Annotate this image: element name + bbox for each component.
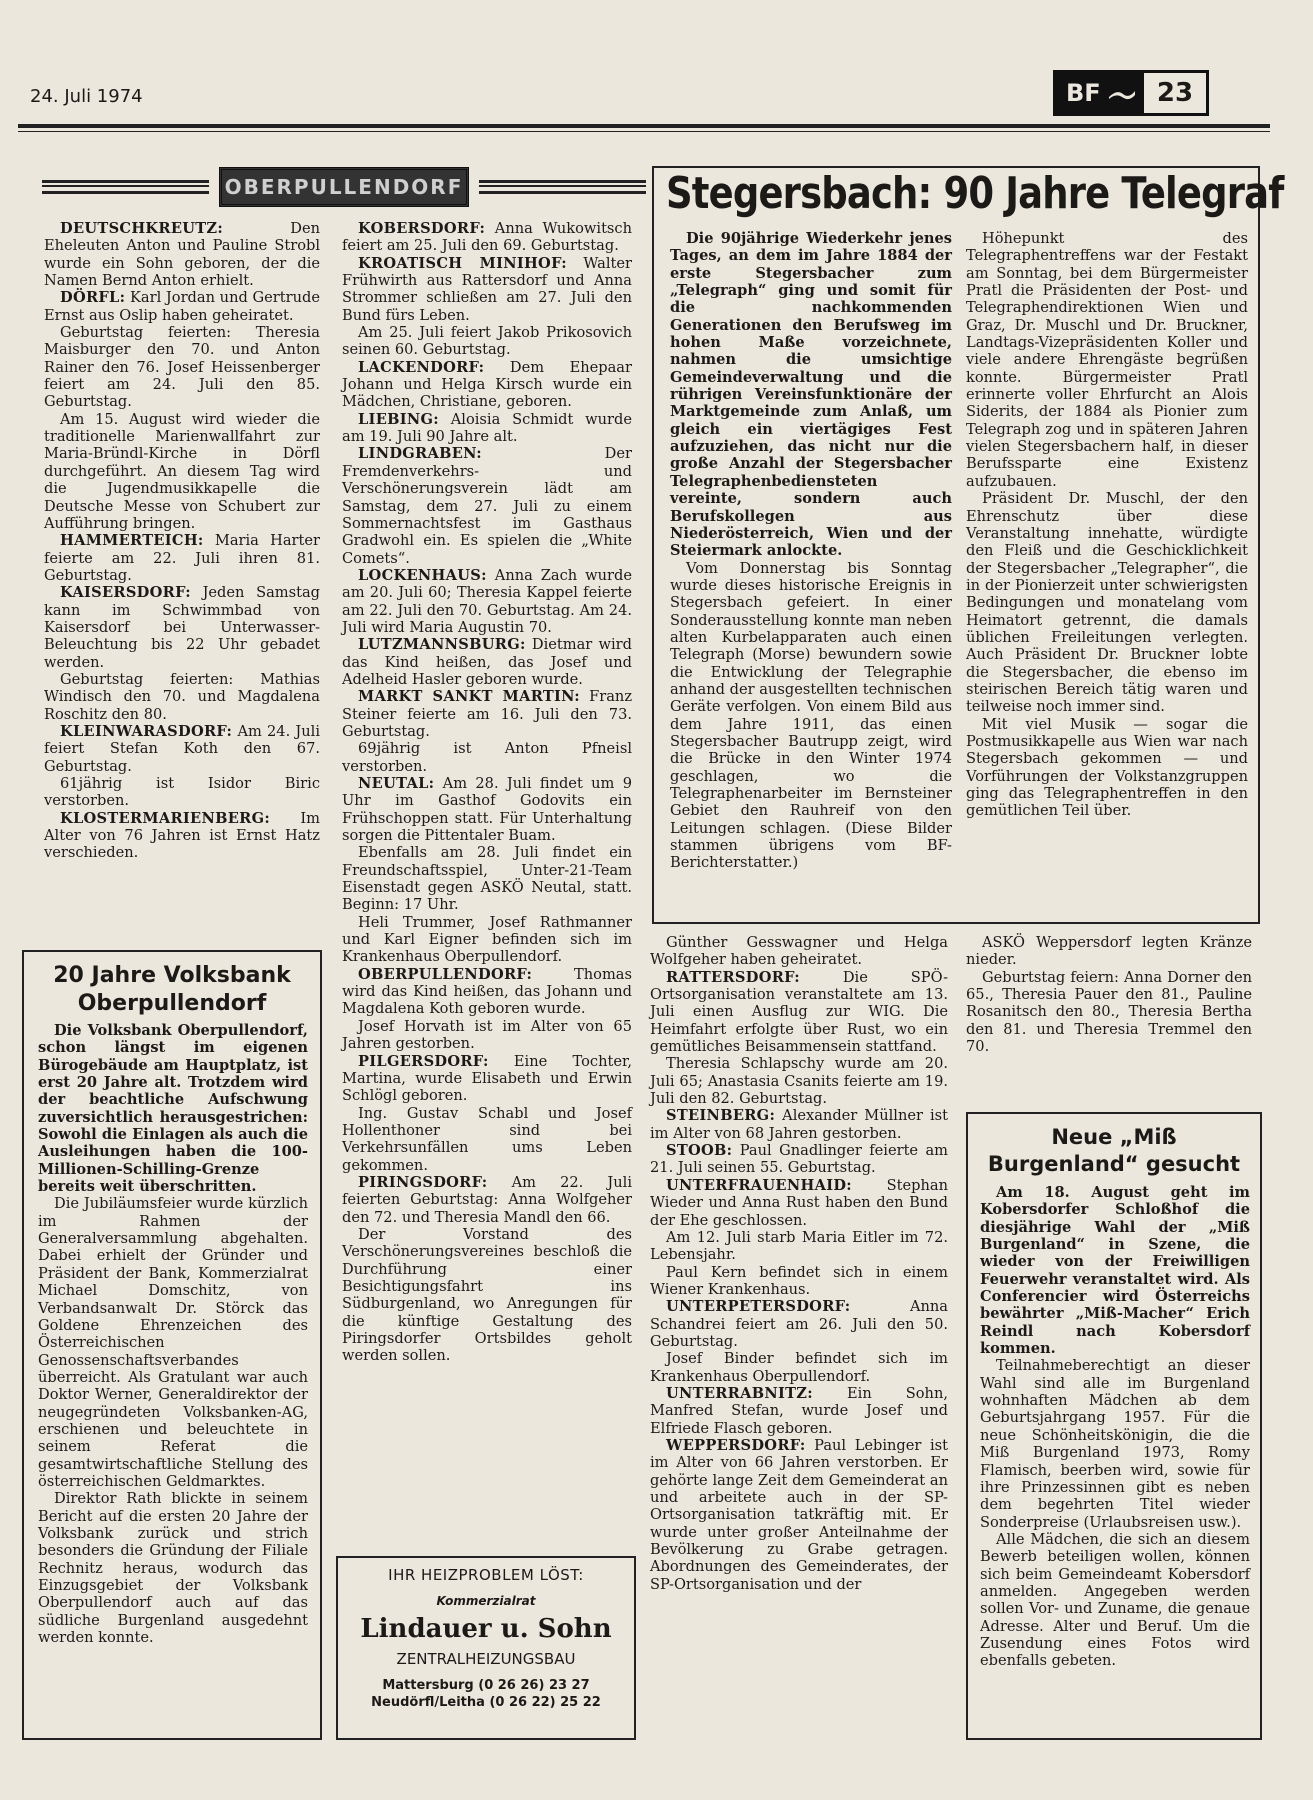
news-item	[650, 1177, 948, 1229]
news-item	[44, 532, 320, 584]
news-item-text: Anna Wukowitsch feiert am 25. Juli den 69. Geburtstag.	[342, 220, 632, 255]
news-item	[342, 775, 632, 844]
news-item-text: Ein Sohn, Manfred Stefan, wurde Josef und Elfriede Flasch geboren.	[650, 1384, 948, 1437]
news-item-place: KROATISCH MINIHOF:	[358, 254, 567, 272]
news-item-text: Paul Gnadlinger feierte am 21. Juli seinen 55. Geburtstag.	[650, 1142, 948, 1177]
news-item	[650, 1264, 948, 1299]
volksbank-paragraph-2: Die Jubiläumsfeier wurde kürzlich im Rahmen der Generalversammlung abgehalten. Dabei erhielt der Gründer und Präsident der Bank, Kommerzialrat Michael Domschitz, von Verbandsanwalt Dr. Störck das Goldene Ehrenzeichen des Österreichischen Genossenschaftsverbandes überreicht. Als Gratulant war auch Doktor Werner, Generaldirektor der neugegründeten Volksbanken-AG, erschienen und beleuchtete in seinem Referat die gesamtwirtschaftliche Stellung des österreichischen Geldmarktes.	[38, 1195, 308, 1490]
news-item	[342, 966, 632, 1018]
news-item	[44, 289, 320, 324]
news-item	[650, 1350, 948, 1385]
news-item-place: STEINBERG:	[666, 1107, 776, 1125]
news-item-text: Am 28. Juli findet um 9 Uhr im Gasthof Godovits ein Frühschoppen statt. Für Unterhaltung sorgen die Pittentaler Buam.	[342, 775, 632, 845]
issue-date: 24. Juli 1974	[30, 86, 143, 107]
news-item	[44, 775, 320, 810]
news-item	[342, 844, 632, 913]
news-item	[650, 934, 948, 969]
local-news-column-4	[966, 934, 1252, 1055]
news-item-text: ASKÖ Weppersdorf legten Kränze nieder.	[966, 934, 1252, 969]
news-item-text: 61jährig ist Isidor Biric verstorben.	[44, 775, 320, 810]
news-item-text: Am 22. Juli feierten Geburtstag: Anna Wolfgeher den 72. und Theresia Mandl den 66.	[342, 1173, 633, 1226]
news-item	[342, 1174, 632, 1226]
news-item-text: Alexander Müllner ist im Alter von 68 Jahren gestorben.	[650, 1107, 949, 1142]
news-item-place: LOCKENHAUS:	[358, 566, 487, 584]
ad-phone-neudoerfl: Neudörfl/Leitha (0 26 22) 25 22	[371, 1695, 601, 1710]
ad-business-type: ZENTRALHEIZUNGSBAU	[396, 1650, 576, 1668]
miss-burgenland-body	[980, 1184, 1250, 1670]
ad-title-prefix: Kommerzialrat	[436, 1594, 536, 1608]
volksbank-lead: Die Volksbank Oberpullendorf, schon längst im eigenen Bürogebäude am Hauptplatz, ist erst 20 Jahre alt. Trotzdem wird der beachtliche Aufschwung zuversichtlich herausgestrichen: Sowohl die Einlagen als auch die Ausleihungen haben die 100-Millionen-Schilling-Grenze bereits weit überschritten.	[38, 1022, 308, 1196]
news-item-place: LACKENDORF:	[358, 358, 485, 376]
section-heading-rule-right	[479, 180, 646, 194]
section-heading-rule-left	[42, 180, 209, 194]
news-item-text: Paul Kern befindet sich in einem Wiener Krankenhaus.	[650, 1263, 948, 1298]
news-item-place: NEUTAL:	[358, 775, 435, 792]
news-item-text: Theresia Schlapschy wurde am 20. Juli 65; Anastasia Csanits feierte am 19. Juli den 82. Geburtstag.	[650, 1055, 948, 1108]
news-item	[44, 584, 320, 671]
stegersbach-paragraph-4: Präsident Dr. Muschl, der den Ehrenschutz über diese Veranstaltung innehatte, würdigte den Fleiß und die Geschicklichkeit der Stegersbacher „Telegrapher“, die in der Pionierzeit unter schwierigsten Bedingungen und monatelang vom Heimatort getrennt, die damals üblichen Freileitungen verlegten. Auch Präsident Dr. Bruckner lobte die Stegersbacher, die ebenso im steirischen Bereich tätig waren und teilweise noch immer sind.	[966, 490, 1248, 716]
stegersbach-paragraph-2: Vom Donnerstag bis Sonntag wurde dieses historische Ereignis in Stegersbach gefeiert. In einer Sonderausstellung konnte man neben alten Kurbelapparaten auch einen Telegraph (Morse) bewundern sowie die Entwicklung der Telegraphie anhand der ausgestellten technischen Geräte verfolgen. Von einem Bild aus dem Jahre 1911, das einen Stegersbacher Bautrupp zeigt, wird die Brücke in den Winter 1974 geschlagen, wo die Telegraphenarbeiter im Bernsteiner Gebiet den Rauhreif von den Leitungen schlagen. (Diese Bilder stammen übrigens vom BF-Berichterstatter.)	[670, 559, 952, 872]
news-item-text: Jeden Samstag kann im Schwimmbad von Kaisersdorf bei Unterwasser-Beleuchtung bis 22 Uhr gebadet werden.	[44, 584, 321, 671]
news-item	[342, 255, 632, 324]
news-item	[44, 671, 320, 723]
news-item-place: WEPPERSDORF:	[666, 1436, 806, 1454]
miss-burgenland-headline: Neue „Miß Burgenland“ gesucht	[987, 1125, 1241, 1176]
section-heading	[42, 164, 646, 210]
ad-tagline: IHR HEIZPROBLEM LÖST:	[388, 1566, 584, 1584]
news-item-text: Geburtstag feierten: Mathias Windisch den 70. und Magdalena Roschitz den 80.	[44, 670, 320, 723]
news-item-place: PILGERSDORF:	[358, 1052, 489, 1070]
stegersbach-lead: Die 90jährige Wiederkehr jenes Tages, an dem im Jahre 1884 der erste Stegersbacher zum „Telegraph“ ging und somit für die nachkommenden Generationen den Berufsweg im hohen Maße vorzeichnete, nahmen die umsichtige Gemeindeverwaltung und die rührigen Vereinsfunktionäre der Marktgemeinde zum Anlaß, um gleich ein viertägiges Fest aufzuziehen, das nicht nur die große Anzahl der Stegersbacher Telegraphenbediensteten vereinte, sondern auch Berufskollegen aus Niederösterreich, Wien und der Steiermark anlockte.	[670, 230, 952, 560]
miss-burgenland-lead: Am 18. August geht im Kobersdorfer Schloßhof die diesjährige Wahl der „Miß Burgenland“ in Szene, die wieder von der Freiwilligen Feuerwehr veranstaltet wird. Als Conferencier wird Österreichs bewährter „Miß-Macher“ Erich Reindl nach Kobersdorf kommen.	[980, 1184, 1250, 1358]
news-item-text: Anna Schandrei feiert am 26. Juli den 50. Geburtstag.	[650, 1298, 948, 1350]
masthead-logo	[1053, 70, 1209, 116]
ad-phone-mattersburg: Mattersburg (0 26 26) 23 27	[382, 1678, 590, 1693]
news-item-text: Josef Binder befindet sich im Krankenhaus Oberpullendorf.	[650, 1350, 948, 1385]
news-item	[650, 1107, 948, 1142]
news-item-text: Am 15. August wird wieder die traditionelle Marienwallfahrt zur Maria-Bründl-Kirche in Dörfl durchgeführt. An diesem Tag wird die Jugendmusikkapelle die Deutsche Messe von Schubert zur Aufführung bringen.	[44, 410, 320, 532]
news-item-text: Eine Tochter, Martina, wurde Elisabeth und Erwin Schlögl geboren.	[342, 1052, 632, 1105]
news-item-text: Karl Jordan und Gertrude Ernst aus Oslip haben geheiratet.	[44, 289, 320, 324]
news-item	[650, 1437, 948, 1593]
news-item-text: Der Vorstand des Verschönerungsvereines beschloß die Durchführung einer Besichtigungsfahrt ins Südburgenland, wo Anregungen für die künftige Gestaltung des Piringsdorfer Ortsbildes geholt werden sollen.	[342, 1225, 632, 1365]
news-item	[342, 636, 632, 688]
news-item-place: UNTERPETERSDORF:	[666, 1298, 851, 1316]
news-item	[44, 411, 320, 532]
news-item-text: Geburtstag feiern: Anna Dorner den 65., Theresia Pauer den 81., Pauline Rosanitsch den 80., Theresia Bertha den 81. und Theresia Tremmel den 70.	[966, 968, 1252, 1056]
news-item	[966, 969, 1252, 1056]
news-item-place: UNTERFRAUENHAID:	[666, 1176, 852, 1194]
news-item-text: Dem Ehepaar Johann und Helga Kirsch wurde ein Mädchen, Christiane, geboren.	[342, 358, 632, 411]
news-item	[650, 1142, 948, 1177]
news-item-text: Geburtstag feierten: Theresia Maisburger den 70. und Anton Rainer den 76. Josef Heissenberger feiert am 24. Juli den 85. Geburtstag.	[44, 324, 320, 411]
news-item-place: KLOSTERMARIENBERG:	[60, 809, 271, 827]
volksbank-body	[38, 1022, 308, 1646]
news-item	[342, 324, 632, 359]
news-item-text: Am 24. Juli feiert Stefan Koth den 67. Geburtstag.	[44, 722, 321, 775]
news-item-place: LUTZMANNSBURG:	[358, 636, 526, 654]
news-item	[342, 688, 632, 740]
news-item	[44, 723, 320, 775]
local-news-column-2	[342, 220, 632, 1365]
news-item-text: Günther Gesswagner und Helga Wolfgeher haben geheiratet.	[650, 934, 948, 969]
news-item-text: Franz Steiner feierte am 16. Juli den 73. Geburtstag.	[342, 688, 633, 740]
news-item-text: Der Fremdenverkehrs- und Verschönerungsverein lädt am Samstag, dem 27. Juli zu einem Sommernachtsfest im Gasthaus Gradwohl ein. Es spielen die „White Comets“.	[342, 445, 632, 567]
page-number: 23	[1156, 78, 1194, 108]
news-item	[650, 1385, 948, 1437]
news-item-text: Anna Zach wurde am 20. Juli 60; Theresia Kappel feierte am 22. Juli den 70. Geburtstag. Am 24. Juli wird Maria Augustin 70.	[342, 566, 633, 636]
news-item-text: 69jährig ist Anton Pfneisl verstorben.	[342, 740, 632, 775]
heating-advertisement	[336, 1556, 636, 1740]
header-rule	[18, 124, 1270, 128]
news-item-place: KAISERSDORF:	[60, 584, 191, 602]
news-item	[966, 934, 1252, 969]
volksbank-headline: 20 Jahre Volksbank Oberpullendorf	[53, 963, 291, 1016]
news-item-text: Walter Frühwirth aus Rattersdorf und Anna Strommer schließen am 27. Juli den Bund fürs Leben.	[342, 254, 632, 324]
news-item-text: Heli Trummer, Josef Rathmanner und Karl Eigner befinden sich im Krankenhaus Oberpullendorf.	[342, 913, 632, 966]
miss-burgenland-paragraph-3: Alle Mädchen, die sich an diesem Bewerb beteiligen wollen, können sich beim Gemeindeamt Kobersdorf anmelden. Angegeben werden sollen Vor- und Zuname, die genaue Adresse. Alter und Beruf. Um die Zusendung eines Fotos wird ebenfalls gebeten.	[980, 1530, 1250, 1670]
news-item-place: MARKT SANKT MARTIN:	[358, 688, 580, 706]
local-news-column-3	[650, 934, 948, 1593]
news-item	[342, 1226, 632, 1365]
news-item-place: KOBERSDORF:	[358, 220, 486, 237]
logo-swoosh-icon	[1107, 85, 1137, 101]
section-label: OBERPULLENDORF	[219, 167, 469, 207]
news-item	[342, 1018, 632, 1053]
news-item-text: Maria Harter feierte am 22. Juli ihren 81. Geburtstag.	[44, 532, 320, 584]
news-item-place: HAMMERTEICH:	[60, 532, 204, 550]
news-item	[342, 445, 632, 566]
local-news-column-1	[44, 220, 320, 862]
news-item-place: STOOB:	[666, 1142, 733, 1160]
news-item-text: Ebenfalls am 28. Juli findet ein Freundschaftsspiel, Unter-21-Team Eisenstadt gegen ASKÖ Neutal, statt. Beginn: 17 Uhr.	[342, 844, 632, 914]
news-item-place: LINDGRABEN:	[358, 445, 482, 463]
news-item	[342, 220, 632, 255]
news-item-place: DÖRFL:	[60, 289, 126, 307]
ad-company-name: Lindauer u. Sohn	[360, 1614, 612, 1644]
logo-badge	[1056, 73, 1144, 113]
news-item-place: PIRINGSDORF:	[358, 1173, 488, 1191]
stegersbach-paragraph-3: Höhepunkt des Telegraphentreffens war der Festakt am Sonntag, bei dem Bürgermeister Pratl die Präsidenten der Post- und Telegraphendirektionen Wien und Graz, Dr. Muschl und Dr. Bruckner, Landtags-Vizepräsidenten Koller und viele andere Ehrengäste begrüßen konnte. Bürgermeister Pratl erinnerte voller Ehrfurcht an Alois Siderits, der 1884 als Pionier zum Telegraph zog und in späteren Jahren vielen Stegersbachern half, in dieser Berufssparte eine Existenz aufzubauen.	[966, 230, 1248, 490]
news-item	[342, 411, 632, 446]
news-item	[342, 1105, 632, 1174]
news-item-text: Am 12. Juli starb Maria Eitler im 72. Lebensjahr.	[650, 1228, 948, 1264]
stegersbach-column-left	[670, 230, 952, 872]
news-item-text: Dietmar wird das Kind heißen, das Josef und Adelheid Hasler geboren wurde.	[342, 636, 632, 688]
stegersbach-column-right	[966, 230, 1248, 820]
stegersbach-paragraph-5: Mit viel Musik — sogar die Postmusikkapelle aus Wien war nach Stegersbach gekommen — und Vorführungen der Volkstanzgruppen ging das Telegraphentreffen in den gemütlichen Teil über.	[966, 715, 1248, 820]
news-item-place: OBERPULLENDORF:	[358, 965, 533, 983]
news-item-text: Am 25. Juli feiert Jakob Prikosovich seinen 60. Geburtstag.	[342, 324, 632, 359]
news-item	[44, 324, 320, 411]
news-item-text: Paul Lebinger ist im Alter von 66 Jahren verstorben. Er gehörte lange Zeit dem Gemeinderat an und arbeitete auch in der SP-Ortsorganisation tatkräftig mit. Er wurde unter großer Anteilnahme der Bevölkerung zu Grabe getragen. Abordnungen des Gemeinderates, der SP-Ortsorganisation und der	[650, 1436, 948, 1593]
miss-burgenland-paragraph-2: Teilnahmeberechtigt an dieser Wahl sind alle im Burgenland wohnhaften Mädchen ab dem Geburtsjahrgang 1957. Für die neue Schönheitskönigin, die die Miß Burgenland 1973, Romy Flamisch, beerben wird, sowie für ihre Prinzessinnen gibt es neben dem begehrten Titel wieder Sonderpreise (Urlaubsreisen usw.).	[980, 1357, 1250, 1531]
news-item	[342, 740, 632, 775]
news-item	[342, 914, 632, 966]
news-item-text: Die SPÖ-Ortsorganisation veranstaltete am 13. Juli einen Ausflug zur WIG. Die Heimfahrt erfolgte über Rust, wo ein gemütliches Beisammensein stattfand.	[650, 968, 948, 1056]
logo-text: BF	[1066, 79, 1101, 107]
stegersbach-headline: Stegersbach: 90 Jahre Telegraf	[666, 168, 1284, 219]
news-item-place: KLEINWARASDORF:	[60, 722, 233, 740]
news-item-text: Den Eheleuten Anton und Pauline Strobl wurde ein Sohn geboren, der die Namen Bernd Anton erhielt.	[44, 220, 320, 290]
news-item	[650, 1055, 948, 1107]
news-item-text: Ing. Gustav Schabl und Josef Hollenthoner sind bei Verkehrsunfällen ums Leben gekommen.	[342, 1104, 632, 1174]
news-item	[44, 220, 320, 289]
news-item	[44, 810, 320, 862]
news-item	[650, 969, 948, 1056]
news-item-place: RATTERSDORF:	[666, 968, 800, 986]
news-item	[342, 567, 632, 636]
news-item-text: Im Alter von 76 Jahren ist Ernst Hatz verschieden.	[44, 809, 320, 862]
news-item	[342, 1053, 632, 1105]
news-item-place: UNTERRABNITZ:	[666, 1384, 813, 1402]
news-item	[342, 359, 632, 411]
news-item-text: Stephan Wieder und Anna Rust haben den Bund der Ehe geschlossen.	[650, 1176, 948, 1229]
news-item-text: Thomas wird das Kind heißen, das Johann und Magdalena Koth geboren wurde.	[342, 965, 632, 1018]
news-item	[650, 1229, 948, 1264]
news-item-text: Aloisia Schmidt wurde am 19. Juli 90 Jahre alt.	[342, 410, 632, 446]
header-rule-thin	[18, 131, 1270, 132]
news-item	[650, 1298, 948, 1350]
news-item-text: Josef Horvath ist im Alter von 65 Jahren gestorben.	[342, 1017, 632, 1053]
news-item-place: LIEBING:	[358, 410, 439, 428]
news-item-place: DEUTSCHKREUTZ:	[60, 220, 224, 237]
volksbank-paragraph-3: Direktor Rath blickte in seinem Bericht auf die ersten 20 Jahre der Volksbank zurück und strich besonders die Gründung der Filiale Rechnitz heraus, wodurch das Einzugsgebiet der Volksbank Oberpullendorf auch auf das südliche Burgenland ausgedehnt werden konnte.	[38, 1490, 308, 1647]
